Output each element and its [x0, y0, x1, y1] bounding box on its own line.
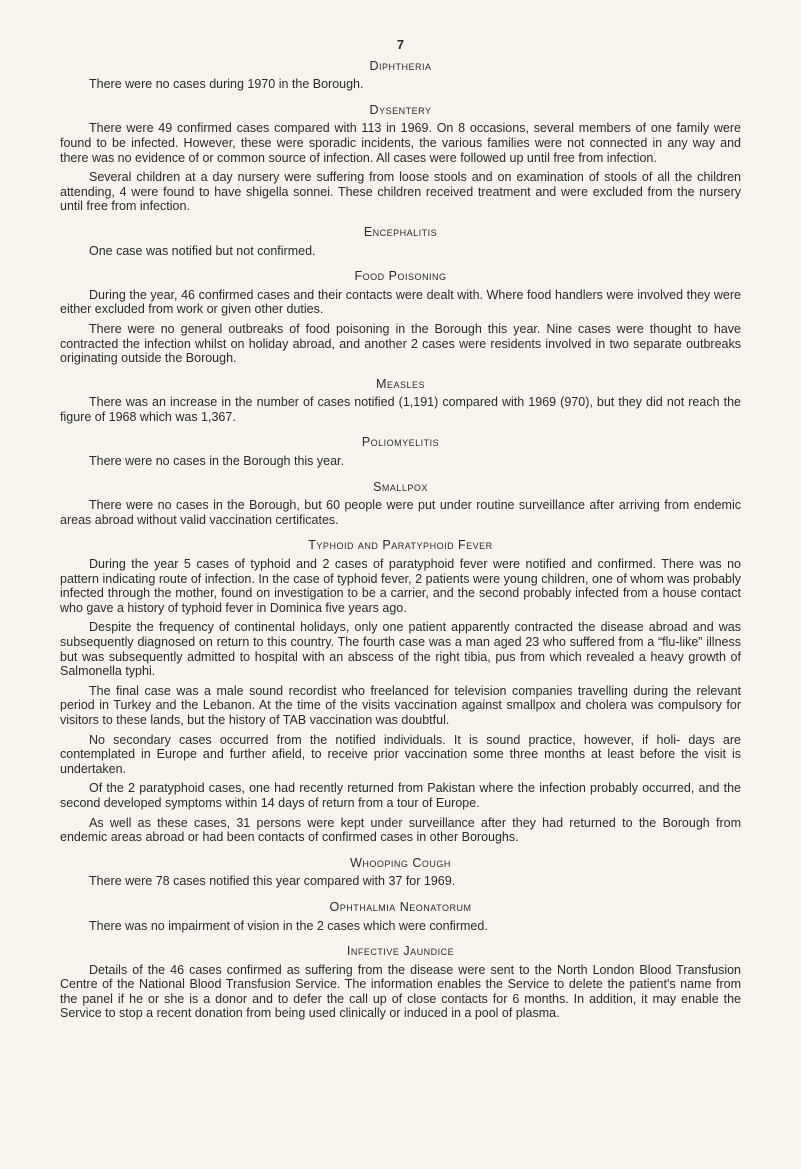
section-poliomyelitis — [60, 435, 741, 468]
section-heading: Smallpox — [373, 479, 428, 494]
section-heading: Dysentery — [369, 102, 432, 117]
paragraph: Several children at a day nursery were suffering from loose stools and on examination of stools of all the children attending, 4 were found to have shigella sonnei. These children received treatment and were excluded from the nursery until free from infection. — [60, 170, 741, 214]
paragraph: There was no impairment of vision in the 2 cases which were confirmed. — [89, 918, 488, 933]
paragraph: During the year 5 cases of typhoid and 2 cases of paratyphoid fever were notified and confirmed. There was no pattern indicating route of infection. In the case of typhoid fever, 2 patients were young children, one of whom was probably infected through the mother, found on investigation to be a carrier, and the second probably infected from a house contact who gave a history of typhoid fever in Dominica five years ago. — [60, 557, 741, 615]
paragraph: There were no cases in the Borough this year. — [89, 454, 345, 469]
paragraph: As well as these cases, 31 persons were kept under surveillance after they had returned to the Borough from endemic areas abroad or had been contacts of confirmed cases in other Boroughs. — [60, 815, 741, 845]
section-measles — [60, 377, 741, 425]
paragraph: There were no cases during 1970 in the Borough. — [89, 77, 364, 92]
section-heading: Whooping Cough — [350, 855, 451, 870]
section-ophthalmia-neonatorum — [60, 900, 741, 933]
section-typhoid-and-paratyphoid-fever — [60, 538, 741, 844]
document-body — [60, 59, 741, 1021]
paragraph: The final case was a male sound recordist who freelanced for television companies travelling during the relevant period in Turkey and the Lebanon. At the time of the visits vaccination against smallpox and cholera was compulsory for visitors to these lands, but the history of TAB vaccination was doubtful. — [60, 683, 741, 727]
section-heading: Typhoid and Paratyphoid Fever — [308, 538, 493, 553]
section-infective-jaundice — [60, 944, 741, 1021]
paragraph: There was an increase in the number of cases notified (1,191) compared with 1969 (970), but they did not reach the figure of 1968 which was 1,367. — [60, 395, 741, 424]
section-heading: Diphtheria — [369, 58, 432, 73]
paragraph: There were 78 cases notified this year compared with 37 for 1969. — [89, 874, 456, 889]
section-heading: Measles — [376, 376, 425, 391]
paragraph: There were no general outbreaks of food poisoning in the Borough this year. Nine cases were thought to have contracted the infection whilst on holiday abroad, and another 2 cases were residents involved in two separate outbreaks originating outside the Borough. — [60, 321, 741, 366]
section-heading: Encephalitis — [363, 224, 438, 239]
section-heading: Ophthalmia Neonatorum — [329, 899, 472, 914]
paragraph: There were no cases in the Borough, but 60 people were put under routine surveillance after arriving from endemic areas abroad without valid vaccination certificates. — [60, 498, 741, 527]
paragraph: Despite the frequency of continental holidays, only one patient apparently contracted the disease abroad and was subsequently diagnosed on return to this country. The fourth case was a man aged 23 who suffered from a “flu-like” illness but was subsequently admitted to hospital with an abscess of the right tibia, pus from which revealed a heavy growth of Salmonella typhi. — [60, 620, 741, 679]
paragraph: Details of the 46 cases confirmed as suffering from the disease were sent to the North London Blood Transfusion Centre of the National Blood Transfusion Service. The information enables the Service to delete the patient's name from the panel if he or she is a donor and to defer the call up of close contacts for 6 months. In addition, it may enable the Service to stop a recent donation from being used clinically or induced in a pool of plasma. — [60, 962, 741, 1021]
page-number: 7 — [396, 37, 405, 52]
section-heading: Poliomyelitis — [361, 435, 440, 450]
section-heading: Food Poisoning — [354, 269, 447, 284]
paragraph: No secondary cases occurred from the notified individuals. It is sound practice, however, if holi- days are contemplated in Europe and further afield, to receive prior vaccination some three months at least before the visit is undertaken. — [60, 732, 741, 776]
paragraph: There were 49 confirmed cases compared with 113 in 1969. On 8 occasions, several members of one family were found to be infected. However, these were sporadic incidents, the various families were not connected in any way and there was no evidence of or common source of infection. All cases were followed up until free from infection. — [60, 121, 741, 165]
paragraph: Of the 2 paratyphoid cases, one had recently returned from Pakistan where the infection probably occurred, and the second developed symptoms within 14 days of return from a tour of Europe. — [60, 781, 741, 810]
section-dysentery — [60, 103, 741, 214]
paragraph: One case was notified but not confirmed. — [89, 243, 316, 258]
paragraph: During the year, 46 confirmed cases and their contacts were dealt with. Where food handlers were involved they were either excluded from work or given other duties. — [60, 287, 741, 317]
section-whooping-cough — [60, 856, 741, 889]
section-heading: Infective Jaundice — [346, 944, 455, 959]
section-smallpox — [60, 480, 741, 528]
section-diphtheria — [60, 59, 741, 92]
section-encephalitis — [60, 225, 741, 258]
section-food-poisoning — [60, 269, 741, 366]
